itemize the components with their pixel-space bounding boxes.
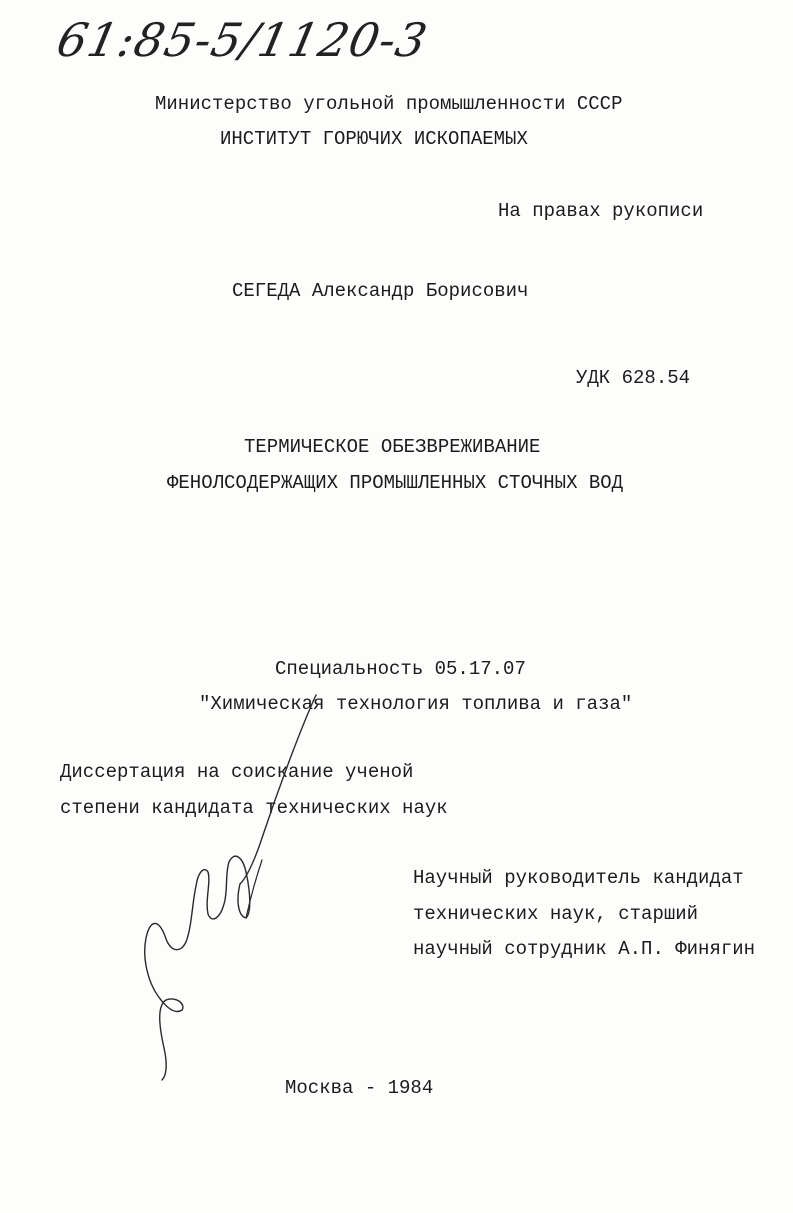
supervisor-line-2: технических наук, старший xyxy=(413,903,699,925)
manuscript-rights: На правах рукописи xyxy=(498,200,704,222)
ministry-line: Министерство угольной промышленности СССР xyxy=(155,93,623,115)
title-line-1: ТЕРМИЧЕСКОЕ ОБЕЗВРЕЖИВАНИЕ xyxy=(244,436,541,458)
udc-code: УДК 628.54 xyxy=(576,367,691,389)
institute-line: ИНСТИТУТ ГОРЮЧИХ ИСКОПАЕМЫХ xyxy=(220,128,528,150)
handwritten-archive-number: 61:85-5/1120-3 xyxy=(52,13,433,67)
specialty-code: Специальность 05.17.07 xyxy=(275,658,526,680)
supervisor-line-3: научный сотрудник А.П. Финягин xyxy=(413,938,756,960)
place-year: Москва - 1984 xyxy=(285,1077,434,1099)
supervisor-line-1: Научный руководитель кандидат xyxy=(413,867,744,889)
dissertation-line-2: степени кандидата технических наук xyxy=(60,797,448,819)
title-line-2: ФЕНОЛСОДЕРЖАЩИХ ПРОМЫШЛЕННЫХ СТОЧНЫХ ВОД xyxy=(167,472,624,494)
author-name: СЕГЕДА Александр Борисович xyxy=(232,280,529,302)
specialty-name: "Химическая технология топлива и газа" xyxy=(199,693,633,715)
dissertation-line-1: Диссертация на соискание ученой xyxy=(60,761,414,783)
